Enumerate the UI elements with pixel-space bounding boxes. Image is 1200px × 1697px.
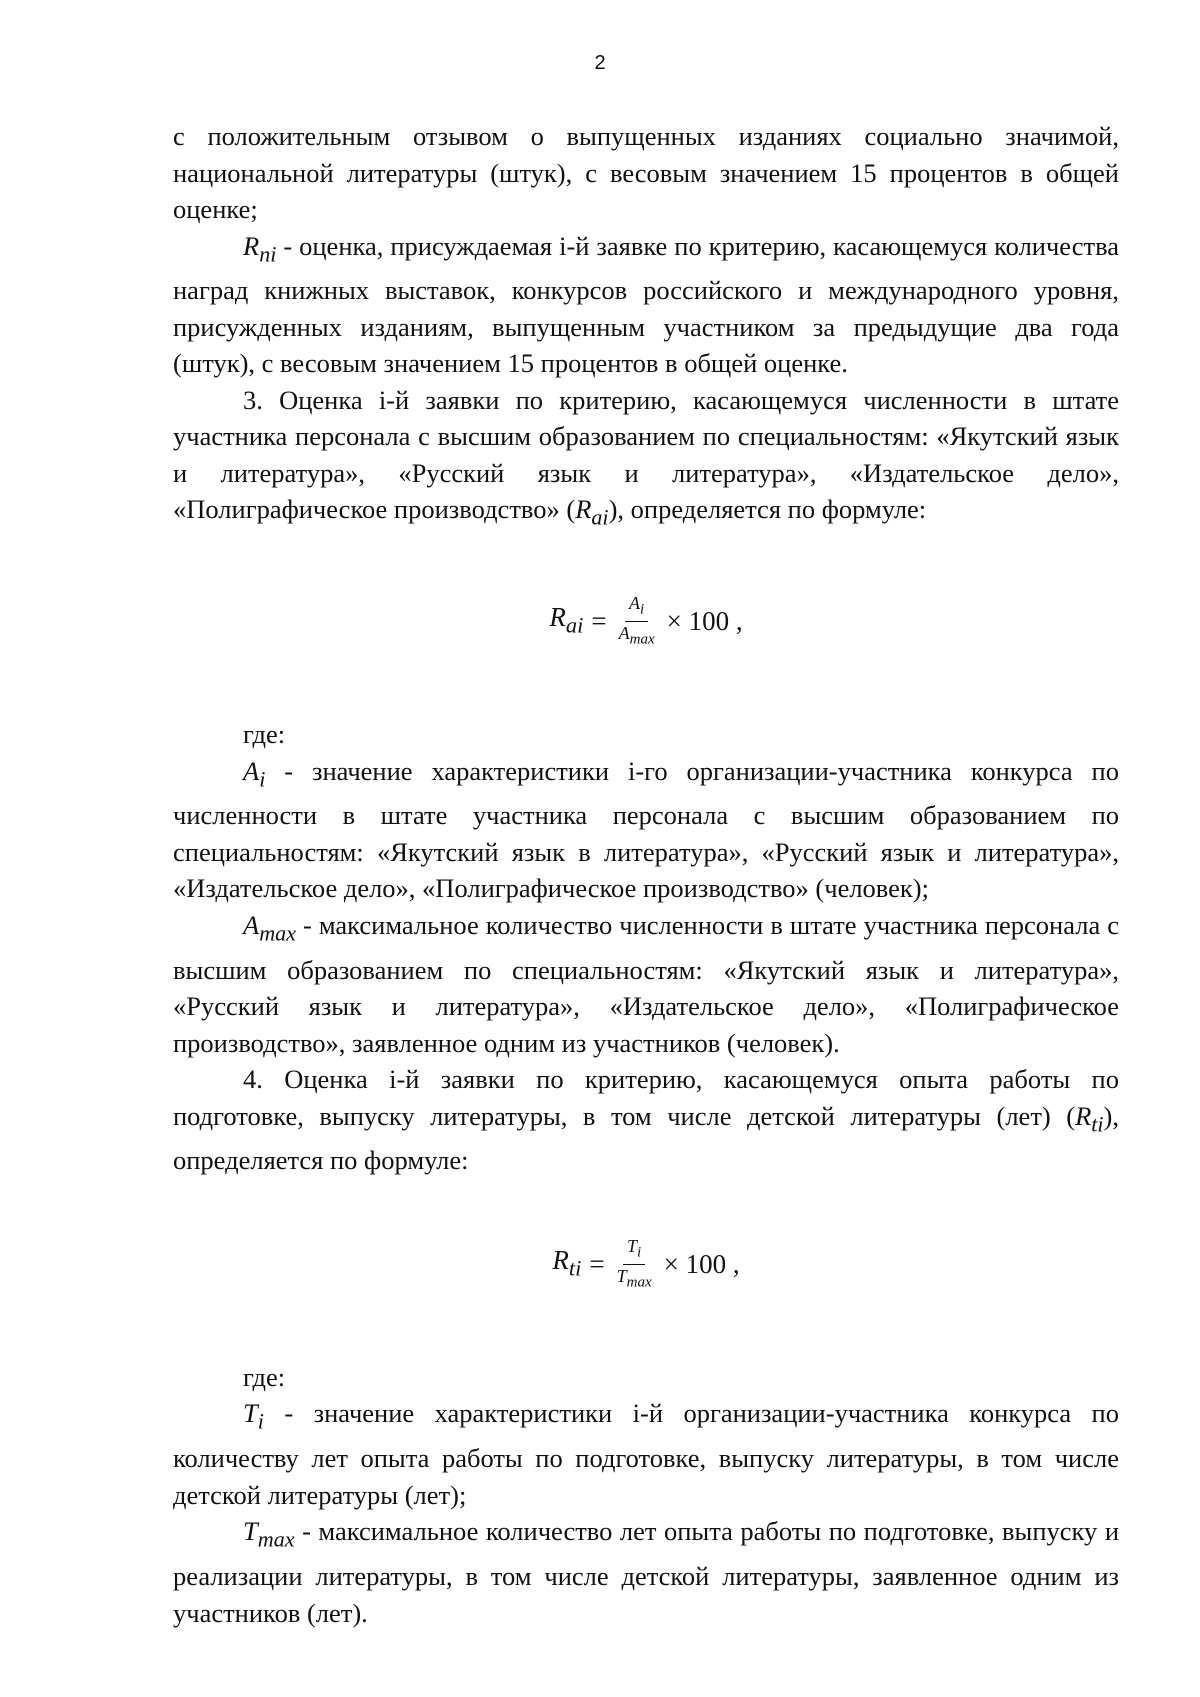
variable-a-max: $A_{max}$: [243, 909, 296, 946]
paragraph-amax-definition: $A_{max}$ - максимальное количество численности в штате участника персонала с высшим образованием по специальностям: «Якутский язык и литература», «Русский язык и литература», «Издательское дело», «Полиграфическое производство», заявленное одним из участников (человек).: [173, 909, 1119, 1058]
paragraph-ai-definition: $A_i$ - значение характеристики i-го организации-участника конкурса по численности в штате участника персонала с высшим образованием по специальностям: «Якутский язык в литература», «Русский язык и литература», «Издательское дело», «Полиграфическое производство» (человек);: [173, 755, 1119, 904]
paragraph-criterion-4: 4. Оценка i-й заявки по критерию, касающемуся опыта работы по подготовке, выпуску литературы, в том числе детской литературы (лет) $(R_{ti})$, определяется по формуле:: [173, 1064, 1119, 1176]
variable-t-i: $T_i$: [243, 1398, 264, 1434]
paragraph-continuation: с положительным отзывом о выпущенных изданиях социально значимой, национальной литературы (штук), с весовым значением 15 процентов в общей оценке;: [173, 121, 1119, 224]
fraction-denominator: $T_{max}$: [616, 1265, 652, 1291]
paragraph-rni-definition: $R_{ni}$ - оценка, присуждаемая i-й заявке по критерию, касающемуся количества наград книжных выставок, конкурсов российского и международного уровня, присужденных изданиям, выпущенным участником за предыдущие два года (штук), с весовым значением 15 процентов в общей оценке.: [173, 230, 1119, 379]
formula-lhs: $R_{ai}$: [549, 601, 584, 638]
multiplier: × 100 ,: [663, 1248, 740, 1279]
multiplier: × 100 ,: [666, 605, 743, 636]
paragraph-criterion-3: 3. Оценка i-й заявки по критерию, касающемуся численности в штате участника персонала с высшим образованием по специальностям: «Якутский язык и литература», «Русский язык и литература», «Издательское дело», «Полиграфическое производство» $(R_{ai})$, определяется по формуле:: [173, 384, 1119, 530]
formula-r-ai: [173, 592, 1119, 662]
variable-r-ni: $R_{ni}$: [243, 230, 277, 266]
document-body: [173, 118, 1119, 1631]
variable-r-ai: $R_{ai}$: [575, 494, 609, 530]
fraction-numerator: $T_i$: [623, 1235, 645, 1265]
formula-r-ti: [173, 1235, 1119, 1305]
equals-sign: =: [589, 1248, 605, 1279]
variable-r-ti: $R_{ti}$: [1075, 1100, 1104, 1136]
paragraph-ti-definition: $T_i$ - значение характеристики i-й организации-участника конкурса по количеству лет опыта работы по подготовке, выпуску литературы, в том числе детской литературы (лет);: [173, 1398, 1119, 1510]
equals-sign: =: [591, 605, 607, 636]
where-label: где:: [243, 1361, 286, 1392]
variable-t-max: $T_{max}$: [243, 1516, 295, 1552]
fraction: [615, 592, 659, 650]
paragraph-tmax-definition: $T_{max}$ - максимальное количество лет опыта работы по подготовке, выпуску и реализации литературы, в том числе детской литературы, заявленное одним из участников (лет).: [173, 1516, 1119, 1628]
page-number: 2: [594, 52, 606, 74]
fraction: [613, 1235, 656, 1293]
fraction-numerator: $A_i$: [625, 592, 648, 622]
variable-a-i: $A_i$: [243, 755, 266, 791]
formula-lhs: $R_{ti}$: [552, 1244, 582, 1281]
fraction-denominator: $A_{max}$: [618, 622, 655, 648]
where-label: где:: [243, 719, 286, 750]
